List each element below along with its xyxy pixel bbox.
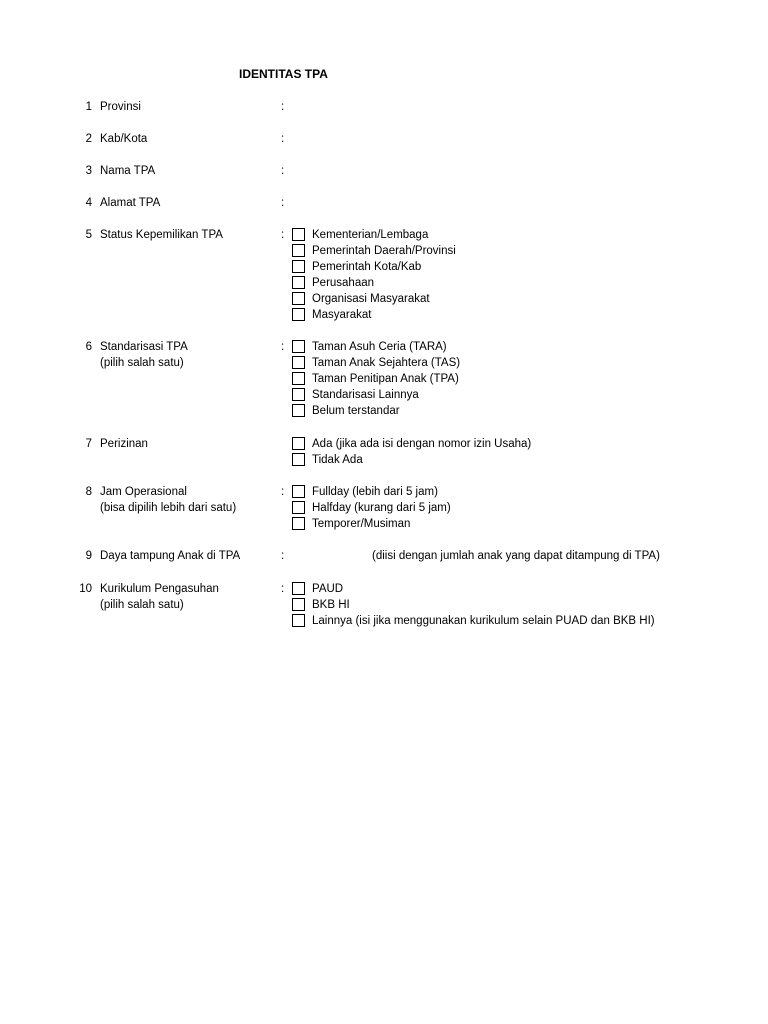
- option-checkbox[interactable]: [292, 340, 305, 353]
- option-label: BKB HI: [312, 599, 350, 611]
- option-checkbox[interactable]: [292, 485, 305, 498]
- option-checkbox[interactable]: [292, 517, 305, 530]
- field-label: Alamat TPA: [100, 197, 161, 209]
- field-sublabel: (bisa dipilih lebih dari satu): [100, 502, 237, 514]
- option-label: Organisasi Masyarakat: [312, 293, 430, 305]
- field-label: Provinsi: [100, 101, 141, 113]
- option-checkbox[interactable]: [292, 308, 305, 321]
- field-label: Status Kepemilikan TPA: [100, 229, 223, 241]
- option-label: Halfday (kurang dari 5 jam): [312, 502, 451, 514]
- field-number: 8: [85, 486, 92, 498]
- option-checkbox[interactable]: [292, 614, 305, 627]
- field-number: 10: [79, 583, 92, 595]
- field-colon: :: [281, 165, 285, 177]
- field-colon: :: [281, 486, 285, 498]
- field-colon: :: [281, 133, 285, 145]
- field-number: 3: [85, 165, 92, 177]
- option-label: PAUD: [312, 583, 344, 595]
- option-label: Taman Anak Sejahtera (TAS): [312, 357, 461, 369]
- field-number: 6: [85, 341, 92, 353]
- field-colon: :: [281, 341, 285, 353]
- field-colon: :: [281, 197, 285, 209]
- field-colon: :: [281, 101, 285, 113]
- option-label: Taman Asuh Ceria (TARA): [312, 341, 447, 353]
- field-label: Kurikulum Pengasuhan (pilih salah satu): [100, 583, 219, 611]
- option-label: Temporer/Musiman: [312, 518, 411, 530]
- field-number: 7: [85, 438, 92, 450]
- option-label: Standarisasi Lainnya: [312, 389, 419, 401]
- option-checkbox[interactable]: [292, 372, 305, 385]
- field-colon: :: [281, 550, 285, 562]
- option-label: Belum terstandar: [312, 405, 400, 417]
- option-checkbox[interactable]: [292, 404, 305, 417]
- option-label: Fullday (lebih dari 5 jam): [312, 486, 438, 498]
- field-sublabel: (pilih salah satu): [100, 599, 184, 611]
- field-note: (diisi dengan jumlah anak yang dapat ditampung di TPA): [372, 550, 660, 562]
- field-number: 9: [85, 550, 92, 562]
- option-checkbox[interactable]: [292, 260, 305, 273]
- option-checkbox[interactable]: [292, 276, 305, 289]
- form-title: IDENTITAS TPA: [239, 67, 328, 81]
- field-label: Nama TPA: [100, 165, 156, 177]
- option-label: Perusahaan: [312, 277, 375, 289]
- field-label: Daya tampung Anak di TPA: [100, 550, 241, 562]
- field-colon: :: [281, 229, 285, 241]
- option-checkbox[interactable]: [292, 598, 305, 611]
- option-label: Taman Penitipan Anak (TPA): [312, 373, 459, 385]
- option-label: Kementerian/Lembaga: [312, 229, 429, 241]
- option-label: Pemerintah Daerah/Provinsi: [312, 245, 456, 257]
- field-number: 1: [85, 101, 92, 113]
- field-sublabel: (pilih salah satu): [100, 357, 184, 369]
- field-label: Standarisasi TPA (pilih salah satu): [100, 341, 188, 369]
- option-checkbox[interactable]: [292, 388, 305, 401]
- field-label: Kab/Kota: [100, 133, 148, 145]
- option-checkbox[interactable]: [292, 582, 305, 595]
- option-label: Pemerintah Kota/Kab: [312, 261, 422, 273]
- option-checkbox[interactable]: [292, 228, 305, 241]
- field-number: 2: [85, 133, 92, 145]
- field-number: 4: [85, 197, 92, 209]
- option-checkbox[interactable]: [292, 453, 305, 466]
- option-label: Masyarakat: [312, 309, 372, 321]
- option-checkbox[interactable]: [292, 356, 305, 369]
- option-checkbox[interactable]: [292, 437, 305, 450]
- option-checkbox[interactable]: [292, 292, 305, 305]
- field-colon: :: [281, 583, 285, 595]
- option-checkbox[interactable]: [292, 501, 305, 514]
- option-label: Lainnya (isi jika menggunakan kurikulum selain PUAD dan BKB HI): [312, 615, 655, 627]
- field-label: Perizinan: [100, 438, 148, 450]
- option-label: Tidak Ada: [312, 454, 363, 466]
- option-checkbox[interactable]: [292, 244, 305, 257]
- field-label: Jam Operasional (bisa dipilih lebih dari satu): [100, 486, 237, 514]
- option-label: Ada (jika ada isi dengan nomor izin Usaha): [312, 438, 532, 450]
- field-number: 5: [85, 229, 92, 241]
